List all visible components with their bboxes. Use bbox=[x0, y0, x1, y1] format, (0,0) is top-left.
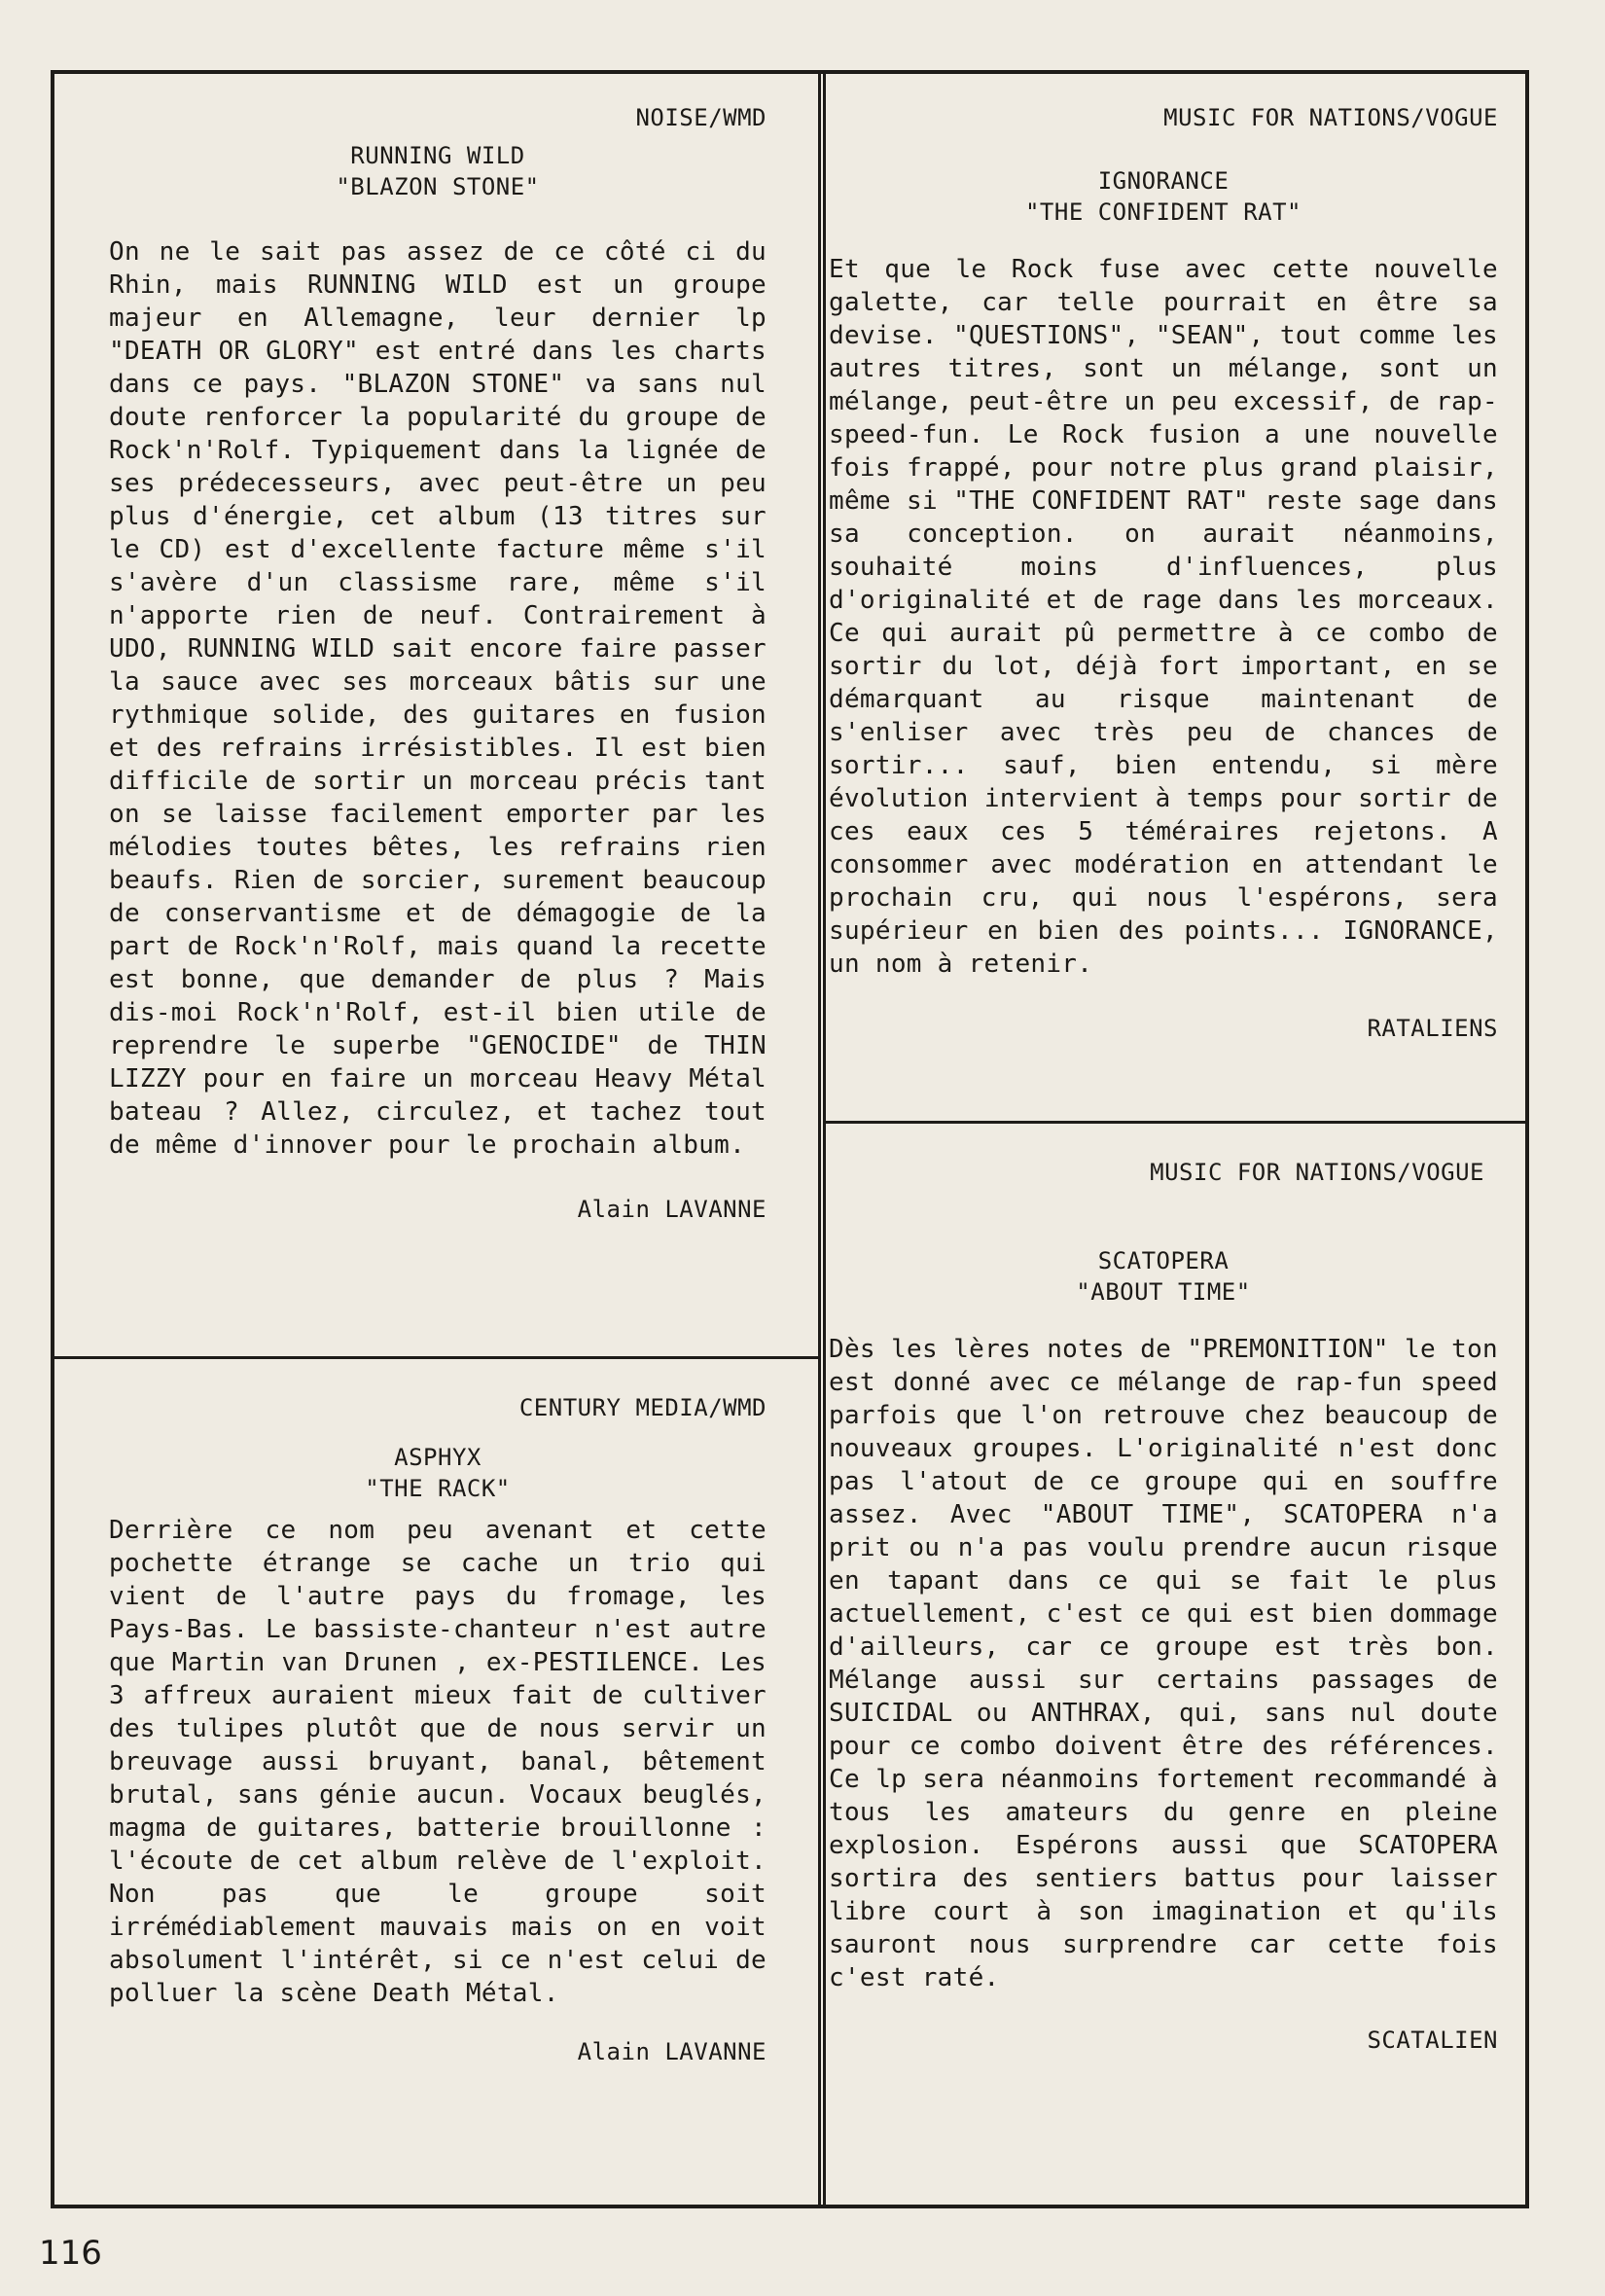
review-body: On ne le sait pas assez de ce côté ci du Rhin, mais RUNNING WILD est un groupe majeur en Allemagne, leur dernier lp "DEATH OR GLORY" est entré dans les charts dans ce pays. "BLAZON STONE" va sans nul doute renforcer la popularité du groupe de Rock'n'Rolf. Typiquement dans la lignée de ses prédecesseurs, avec peut-être un peu plus d'énergie, cet album (13 titres sur le CD) est d'excellente facture même s'il s'avère d'un classisme rare, même s'il n'apporte rien de neuf. Contrairement à UDO, RUNNING WILD sait encore faire passer la sauce avec ses morceaux bâtis sur une rythmique solide, des guitares en fusion et des refrains irrésistibles. Il est bien difficile de sortir un morceau précis tant on se laisse facilement emporter par les mélodies toutes bêtes, les refrains rien beaufs. Rien de sorcier, surement beaucoup de conservantisme et de démagogie de la part de Rock'n'Rolf, mais quand la recette est bonne, que demander de plus ? Mais dis-moi Rock'n'Rolf, est-il bien utile de reprendre le superbe "GENOCIDE" de THIN LIZZY pour en faire un morceau Heavy Métal bateau ? Allez, circulez, et tachez tout de même d'innover pour le prochain album. bbox=[109, 237, 767, 1160]
band-name: SCATOPERA bbox=[1097, 1247, 1230, 1274]
album-title: "ABOUT TIME" bbox=[1076, 1278, 1251, 1306]
page-number: 116 bbox=[39, 2234, 102, 2273]
album-title: "BLAZON STONE" bbox=[336, 173, 540, 200]
right-section-divider bbox=[826, 1121, 1529, 1124]
review-author: Alain LAVANNE bbox=[577, 1196, 767, 1223]
band-name: RUNNING WILD bbox=[350, 142, 525, 169]
review-running-wild bbox=[109, 103, 767, 1224]
review-ignorance bbox=[819, 103, 1533, 1043]
review-body: Dès les lères notes de "PREMONITION" le ton est donné avec ce mélange de rap-fun speed parfois que l'on retrouve chez beaucoup de nouveaux groupes. L'originalité n'est donc pas l'atout de ce groupe qui en souffre assez. Avec "ABOUT TIME", SCATOPERA n'a prit ou n'a pas voulu prendre aucun risque en tapant dans ce qui se fait le plus actuellement, c'est ce qui est bien dommage d'ailleurs, car ce groupe est très bon. Mélange aussi sur certains passages de SUICIDAL ou ANTHRAX, qui, sans nul doute pour ce combo doivent être des références. Ce lp sera néanmoins fortement recommandé à tous les amateurs du genre en pleine explosion. Espérons aussi que SCATOPERA sortira des sentiers battus pour laisser libre court à son imagination et qu'ils sauront nous surprendre car cette fois c'est raté. bbox=[829, 1335, 1498, 1992]
band-name: IGNORANCE bbox=[1097, 167, 1230, 195]
review-body: Et que le Rock fuse avec cette nouvelle galette, car telle pourrait en être sa devise. "QUESTIONS", "SEAN", tout comme les autres titres, sont un mélange, sont un mélange, peut-être un peu excessif, de rap-speed-fun. Le Rock fusion a une nouvelle fois frappé, pour notre plus grand plaisir, même si "THE CONFIDENT RAT" reste sage dans sa conception. on aurait néanmoins, souhaité moins d'influences, plus d'originalité et de rage dans les morceaux. Ce qui aurait pû permettre à ce combo de sortir du lot, déjà fort important, en se démarquant au risque maintenant de s'enliser avec très peu de chances de sortir... sauf, bien entendu, si mère évolution intervient à temps pour sortir de ces eaux ces 5 téméraires rejetons. A consommer avec modération en attendant le prochain cru, qui nous l'espérons, sera supérieur en bien des points... IGNORANCE, un nom à retenir. bbox=[829, 255, 1498, 979]
left-section-divider bbox=[54, 1356, 818, 1359]
record-label: CENTURY MEDIA/WMD bbox=[518, 1394, 767, 1421]
album-title: "THE RACK" bbox=[365, 1475, 511, 1502]
review-body: Derrière ce nom peu avenant et cette pochette étrange se cache un trio qui vient de l'autre pays du fromage, les Pays-Bas. Le bassiste-chanteur n'est autre que Martin van Drunen , ex-PESTILENCE. Les 3 affreux auraient mieux fait de cultiver des tulipes plutôt que de nous servir un breuvage aussi bruyant, banal, bêtement brutal, sans génie aucun. Vocaux beuglés, magma de guitares, batterie brouillonne : l'écoute de cet album relève de l'exploit. Non pas que le groupe soit irrémédiablement mauvais mais on en voit absolument l'intérêt, si ce n'est celui de polluer la scène Death Métal. bbox=[109, 1516, 767, 2008]
review-author: Alain LAVANNE bbox=[577, 2038, 767, 2065]
record-label: MUSIC FOR NATIONS/VOGUE bbox=[1163, 104, 1498, 131]
record-label: MUSIC FOR NATIONS/VOGUE bbox=[1150, 1159, 1484, 1186]
album-title: "THE CONFIDENT RAT" bbox=[1024, 198, 1302, 226]
review-scatopera bbox=[819, 1158, 1533, 2055]
review-author: RATALIENS bbox=[1367, 1015, 1498, 1042]
band-name: ASPHYX bbox=[394, 1444, 482, 1471]
review-asphyx bbox=[109, 1393, 767, 2066]
record-label: NOISE/WMD bbox=[635, 104, 767, 131]
page-frame bbox=[51, 70, 1529, 2208]
review-author: SCATALIEN bbox=[1367, 2027, 1498, 2054]
